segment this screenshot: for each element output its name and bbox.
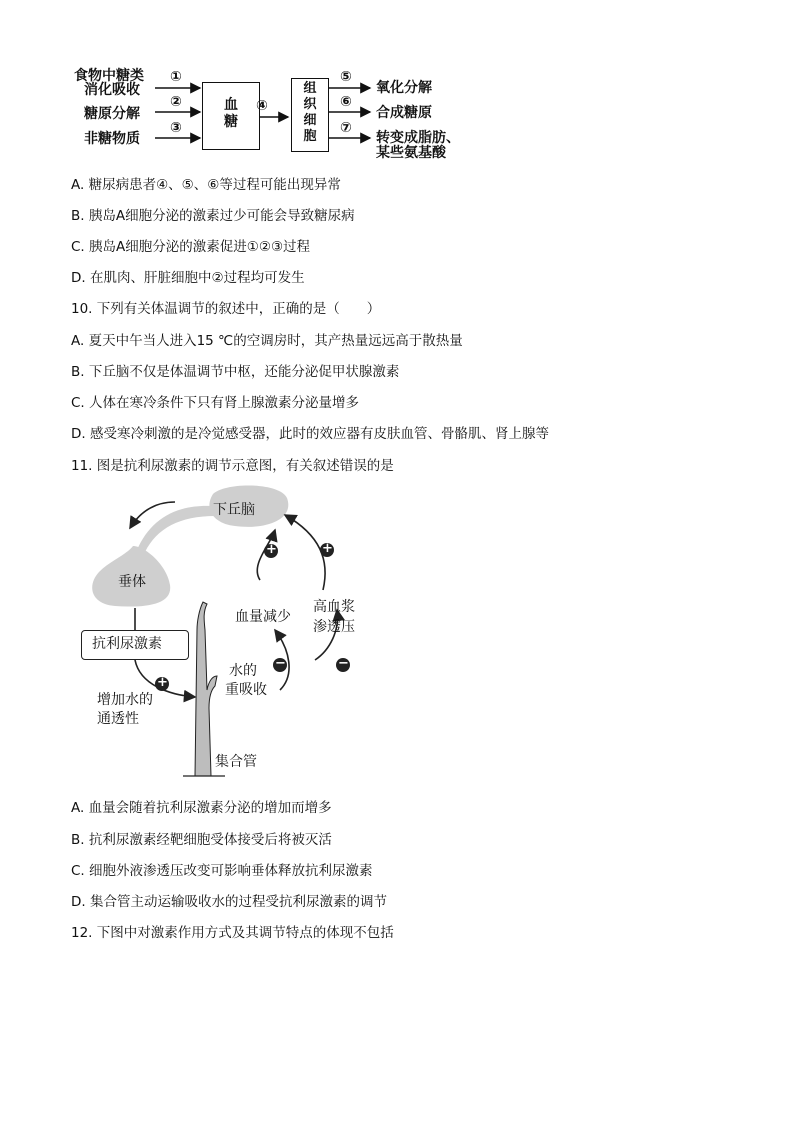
q12-stem: 12. 下图中对激素作用方式及其调节特点的体现不包括	[71, 925, 394, 941]
blood-sugar-box	[202, 82, 260, 150]
target-glycogen-synthesis: 合成糖原	[376, 105, 432, 121]
target-amino-acids: 某些氨基酸	[376, 145, 446, 161]
num-3: ③	[170, 120, 182, 136]
num-5: ⑤	[340, 69, 352, 85]
q9-option-d: D. 在肌肉、肝脏细胞中②过程均可发生	[71, 270, 305, 286]
num-1: ①	[170, 69, 182, 85]
permeability-label-2: 通透性	[97, 711, 139, 727]
plus-sign-osm: +	[322, 541, 333, 556]
plus-sign-perm: +	[157, 675, 168, 690]
num-6: ⑥	[340, 94, 352, 110]
q9-option-a: A. 糖尿病患者④、⑤、⑥等过程可能出现异常	[71, 177, 341, 193]
hypothalamus-label: 下丘脑	[213, 502, 255, 518]
q9-option-c: C. 胰岛A细胞分泌的激素促进①②③过程	[71, 239, 311, 255]
osmolality-label-2: 渗透压	[313, 619, 355, 635]
collecting-duct-shape	[195, 602, 217, 776]
q10-stem: 10. 下列有关体温调节的叙述中，正确的是（ ）	[71, 301, 381, 317]
reabsorption-label-1: 水的	[229, 663, 257, 679]
blood-sugar-label: 血 糖	[224, 97, 238, 130]
blood-volume-label: 血量减少	[235, 609, 291, 625]
q10-option-c: C. 人体在寒冷条件下只有肾上腺激素分泌量增多	[71, 395, 360, 411]
glucose-flowchart	[60, 60, 480, 165]
q10-option-b: B. 下丘脑不仅是体温调节中枢，还能分泌促甲状腺激素	[71, 364, 400, 380]
num-4: ④	[256, 98, 268, 114]
collecting-duct-label: 集合管	[215, 754, 257, 770]
source-non-sugar: 非糖物质	[84, 131, 140, 147]
q11-option-a: A. 血量会随着抗利尿激素分泌的增加而增多	[71, 800, 332, 816]
q10-option-d: D. 感受寒冷刺激的是冷觉感受器，此时的效应器有皮肤血管、骨骼肌、肾上腺等	[71, 426, 549, 442]
q10-option-a: A. 夏天中午当人进入15 ℃的空调房时，其产热量远远高于散热量	[71, 333, 463, 349]
pituitary-label: 垂体	[118, 574, 146, 590]
permeability-label-1: 增加水的	[97, 692, 153, 708]
num-7: ⑦	[340, 120, 352, 136]
q9-option-b: B. 胰岛A细胞分泌的激素过少可能会导致糖尿病	[71, 208, 355, 224]
reabsorption-label-2: 重吸收	[225, 682, 267, 698]
tissue-cell-label: 组 织 细 胞	[303, 81, 317, 144]
minus-sign-reabs: −	[275, 656, 286, 671]
tissue-cell-box	[291, 78, 329, 152]
plus-sign-blood: +	[266, 542, 277, 557]
pituitary-stalk	[137, 506, 215, 552]
q11-stem: 11. 图是抗利尿激素的调节示意图，有关叙述错误的是	[71, 458, 394, 474]
source-glycogenolysis: 糖原分解	[84, 106, 140, 122]
num-2: ②	[170, 94, 182, 110]
minus-sign-osm: −	[338, 656, 349, 671]
adh-regulation-diagram	[75, 480, 395, 785]
adh-box	[81, 630, 189, 660]
adh-label: 抗利尿激素	[92, 636, 162, 652]
q11-option-d: D. 集合管主动运输吸收水的过程受抗利尿激素的调节	[71, 894, 387, 910]
source-digestion: 消化吸收	[84, 82, 140, 98]
target-fat: 转变成脂肪、	[376, 130, 460, 146]
source-food-carbs: 食物中糖类	[74, 68, 144, 84]
target-oxidation: 氧化分解	[376, 80, 432, 96]
osmolality-label-1: 高血浆	[313, 599, 355, 615]
q11-option-c: C. 细胞外液渗透压改变可影响垂体释放抗利尿激素	[71, 863, 373, 879]
q11-option-b: B. 抗利尿激素经靶细胞受体接受后将被灭活	[71, 832, 332, 848]
